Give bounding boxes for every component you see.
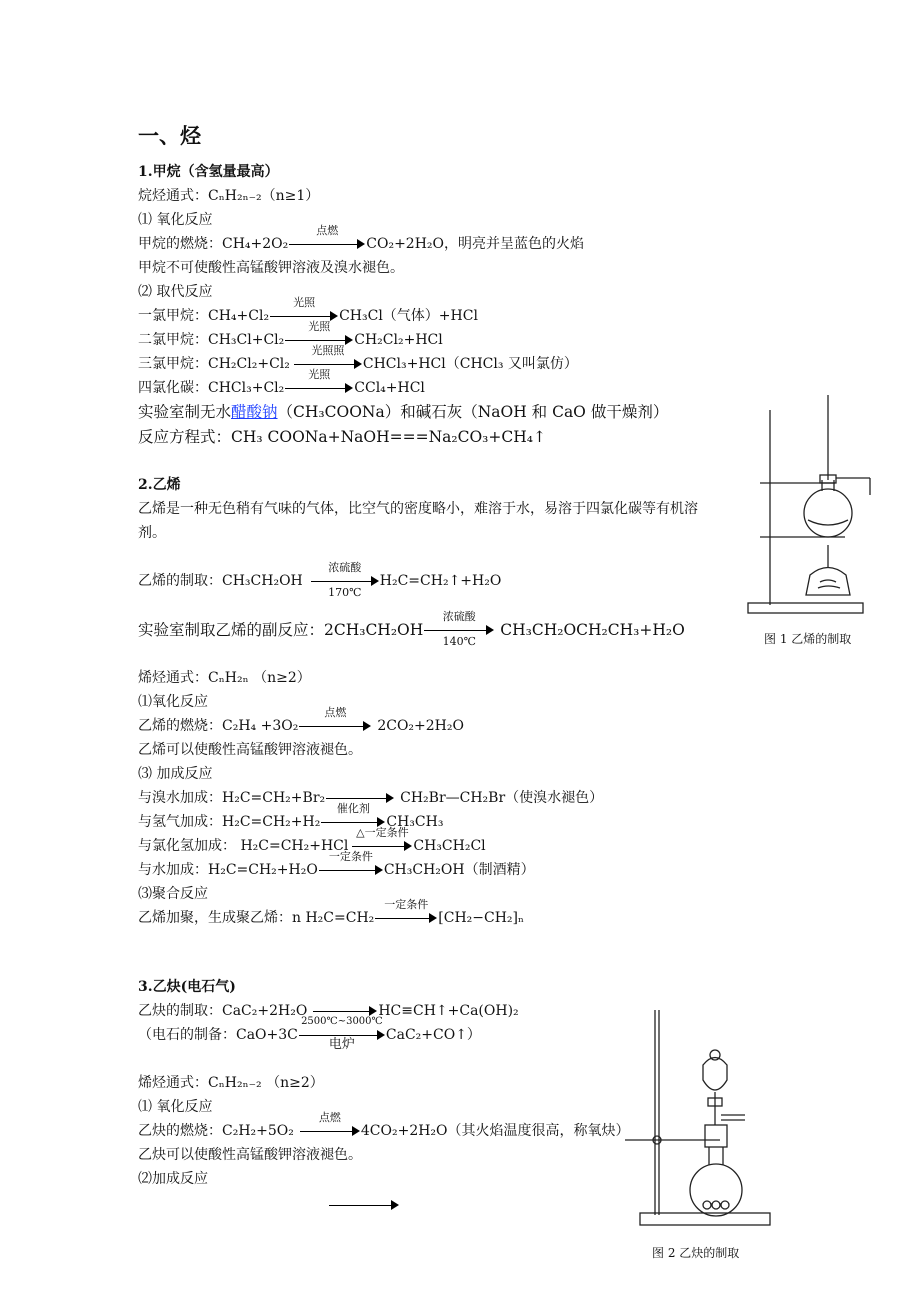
- equation-line: [138, 706, 464, 736]
- reactants: （电石的制备：CaO+3C: [138, 1027, 298, 1043]
- condition: 光照照: [311, 344, 345, 357]
- reactants: 与氯化氢加成： H₂C=CH₂+HCl: [138, 838, 349, 854]
- substitution-heading: ⑵ 取代反应: [138, 284, 213, 300]
- products: H₂C=CH₂↑+H₂O: [379, 573, 502, 589]
- figure-2-caption: 图 2 乙炔的制取: [652, 1246, 740, 1260]
- equation-line: [138, 826, 486, 856]
- section-title: 一、烃: [138, 124, 201, 148]
- condition: 一定条件: [384, 898, 429, 911]
- reaction-arrow: [299, 1016, 385, 1052]
- description: 剂。: [138, 525, 166, 541]
- condition: 光照: [308, 368, 331, 381]
- reactants: 四氯化碳：CHCl₃+Cl₂: [138, 380, 285, 396]
- reactants: 乙烯加聚，生成聚乙烯：n H₂C=CH₂: [138, 910, 375, 926]
- alkene-formula: 烯烃通式：CₙH₂ₙ （n≥2）: [138, 670, 311, 686]
- reactants: 二氯甲烷：CH₃Cl+Cl₂: [138, 332, 285, 348]
- products: CH₃CH₂OH（制酒精）: [383, 862, 535, 878]
- products: CH₃CH₂Cl: [413, 838, 486, 854]
- products: [CH₂−CH₂]ₙ: [438, 910, 525, 926]
- ethylene-apparatus-figure: [740, 395, 875, 620]
- ethylene-heading: 2.乙烯: [138, 477, 181, 493]
- products: CH₃CH₃: [386, 814, 444, 830]
- equation-line: [138, 368, 425, 398]
- lab-prep-line: [138, 402, 668, 422]
- reaction-arrow: [299, 706, 371, 736]
- condition: 光照: [308, 320, 331, 333]
- lone-arrow: [328, 1195, 400, 1215]
- products: CH₃CH₂OCH₂CH₃+H₂O: [500, 621, 685, 639]
- products: CaC₂+CO↑）: [385, 1027, 481, 1043]
- equation-line: [138, 850, 535, 880]
- description: 乙烯是一种无色稍有气味的气体，比空气的密度略小，难溶于水，易溶于四氯化碳等有机溶: [138, 501, 698, 517]
- equation-line: [138, 561, 502, 599]
- acetylene-apparatus-figure: [625, 1000, 785, 1230]
- products: 4CO₂+2H₂O（其火焰温度很高，称氧炔）: [360, 1123, 630, 1139]
- products: HC≡CH↑+Ca(OH)₂: [378, 1003, 519, 1019]
- reaction-arrow: [300, 1111, 360, 1141]
- note: 甲烷不可使酸性高锰酸钾溶液及溴水褪色。: [138, 260, 404, 276]
- equation-line: [138, 898, 525, 928]
- products: CH₂Cl₂+HCl: [354, 332, 443, 348]
- condition: 点燃: [324, 706, 347, 719]
- equation-line: [138, 224, 585, 254]
- condition: 催化剂: [336, 802, 370, 815]
- condition: 点燃: [318, 1111, 341, 1124]
- condition: 一定条件: [328, 850, 373, 863]
- temperature: 170℃: [328, 586, 362, 599]
- condition: 光照: [293, 296, 316, 309]
- text: （CH₃COONa）和碱石灰（NaOH 和 CaO 做干燥剂）: [277, 403, 669, 421]
- reactants: 甲烷的燃烧：CH₄+2O₂: [138, 236, 289, 252]
- reactants: 与溴水加成：H₂C=CH₂+Br₂: [138, 790, 326, 806]
- products: CH₃Cl（气体）+HCl: [339, 308, 478, 324]
- condition: △一定条件: [356, 826, 409, 839]
- equation-line: [138, 610, 685, 648]
- products: 2CO₂+2H₂O: [377, 718, 464, 734]
- products: CHCl₃+HCl（CHCl₃ 又叫氯仿）: [362, 356, 578, 372]
- reactants: 一氯甲烷：CH₄+Cl₂: [138, 308, 270, 324]
- text: 实验室制无水: [138, 403, 232, 421]
- reaction-arrow: [319, 850, 383, 880]
- equation-line: [138, 1016, 481, 1052]
- reaction-arrow: [285, 368, 353, 398]
- addition-heading: ⑶ 加成反应: [138, 766, 213, 782]
- reactants: 乙烯的燃烧：C₂H₄ +3O₂: [138, 718, 299, 734]
- reactants: 实验室制取乙烯的副反应：2CH₃CH₂OH: [138, 621, 424, 639]
- products: CH₂Br—CH₂Br（使溴水褪色）: [400, 790, 604, 806]
- reactants: 三氯甲烷：CH₂Cl₂+Cl₂: [138, 356, 290, 372]
- equation-line: [138, 344, 578, 374]
- reaction-arrow: [375, 898, 437, 928]
- addition-heading: ⑵加成反应: [138, 1171, 208, 1187]
- reactants: 乙炔的制取：CaC₂+2H₂O: [138, 1003, 308, 1019]
- oxidation-heading: ⑴ 氧化反应: [138, 1099, 213, 1115]
- formula: 烯烃通式：CₙH₂ₙ₋₂ （n≥2）: [138, 1075, 324, 1091]
- note: 乙炔可以使酸性高锰酸钾溶液褪色。: [138, 1147, 362, 1163]
- oxidation-heading: ⑴ 氧化反应: [138, 212, 213, 228]
- products: CCl₄+HCl: [354, 380, 425, 396]
- equation-line: [138, 320, 443, 350]
- acetylene-heading: 3.乙炔(电石气): [138, 979, 236, 995]
- condition: 点燃: [316, 224, 339, 237]
- alkane-formula: 烷烃通式：CₙH₂ₙ₋₂（n≥1）: [138, 188, 320, 204]
- equation-line: [138, 1111, 630, 1141]
- reaction-arrow: [289, 224, 365, 254]
- condition: 2500℃~3000℃: [301, 1016, 383, 1027]
- furnace: 电炉: [328, 1037, 355, 1052]
- reactants: 与水加成：H₂C=CH₂+H₂O: [138, 862, 318, 878]
- reaction-arrow: [311, 561, 379, 599]
- condition: 浓硫酸: [442, 610, 476, 623]
- oxidation-heading: ⑴氧化反应: [138, 694, 208, 710]
- reactants: 乙炔的燃烧：C₂H₂+5O₂: [138, 1123, 294, 1139]
- reactants: 乙烯的制取：CH₃CH₂OH: [138, 573, 303, 589]
- methane-heading: 1.甲烷（含氢量最高）: [138, 164, 279, 180]
- lab-equation: 反应方程式：CH₃ COONa+NaOH===Na₂CO₃+CH₄↑: [138, 428, 546, 446]
- polymerization-heading: ⑶聚合反应: [138, 886, 208, 902]
- reactants: 与氢气加成：H₂C=CH₂+H₂: [138, 814, 321, 830]
- reaction-arrow: [424, 610, 494, 648]
- temperature: 140℃: [442, 635, 476, 648]
- note: 乙烯可以使酸性高锰酸钾溶液褪色。: [138, 742, 362, 758]
- figure-1-caption: 图 1 乙烯的制取: [764, 632, 852, 646]
- sodium-acetate-link[interactable]: 醋酸钠: [231, 403, 278, 421]
- condition: 浓硫酸: [328, 561, 362, 574]
- products: CO₂+2H₂O，明亮并呈蓝色的火焰: [366, 236, 585, 252]
